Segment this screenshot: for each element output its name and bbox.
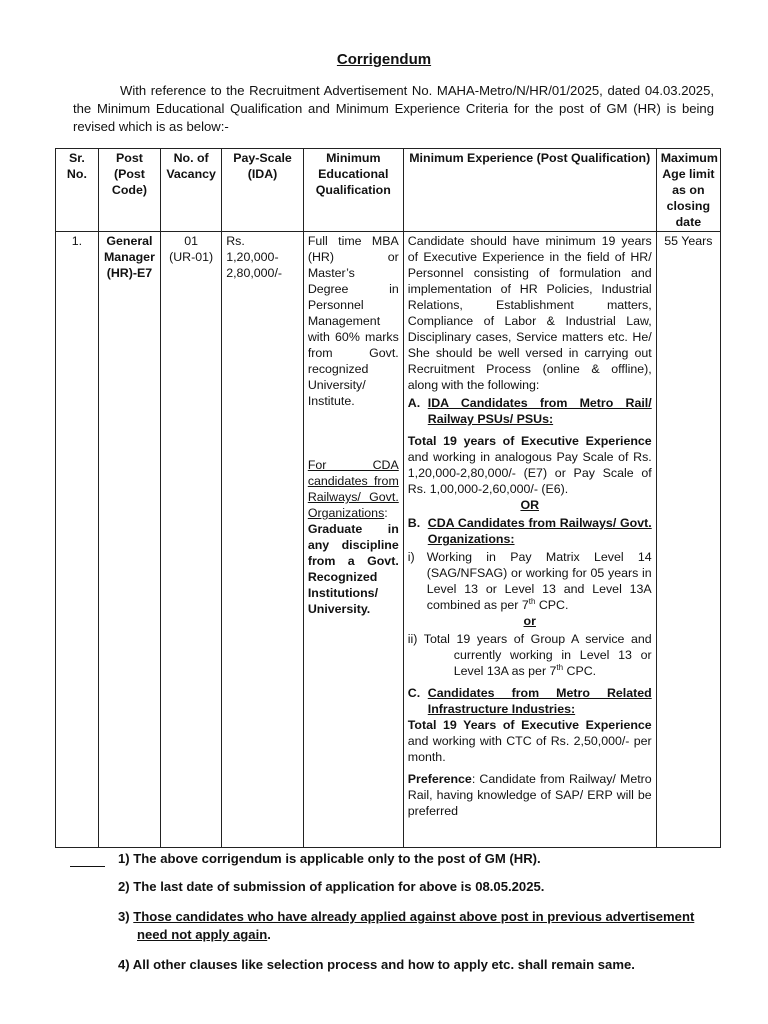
table-row (56, 232, 721, 848)
category-a (408, 395, 652, 427)
category-a-detail: and working in analogous Pay Scale of Rs. 1,20,000-2,80,000/- (E7) or Pay Scale of Rs. 1,00,000-2,60,000/- (E6). (407, 450, 652, 496)
cell-experience (403, 232, 656, 848)
qualification-cda-text: Graduate in any discipline from a Govt. Recognized Institutions/ University. (307, 522, 399, 616)
category-b-item-i (408, 549, 652, 613)
category-b-item-ii-sup: th (556, 662, 564, 672)
category-b-item-i-end: CPC. (535, 598, 569, 612)
category-a-text (408, 433, 652, 497)
qualification-ida: Full time MBA (HR) or Master’s Degree in Personnel Management with 60% marks from Govt. recognized University/ Institute. (307, 234, 399, 408)
header-pay-scale: Pay-Scale (IDA) (222, 149, 304, 232)
note-1: 1) The above corrigendum is applicable only to the post of GM (HR). (118, 851, 541, 866)
category-c-marker: C. (407, 686, 421, 700)
category-b (408, 515, 652, 547)
note-4: 4) All other clauses like selection process and how to apply etc. shall remain same. (118, 957, 635, 972)
note-3-line1: Those candidates who have already applied against above post in previous advertisement (133, 909, 695, 924)
category-c-text (408, 717, 652, 765)
or-separator-2: or (523, 614, 536, 628)
category-c-title: Candidates from Metro Related Infrastructure Industries: (427, 686, 652, 716)
or-separator-1: OR (520, 498, 540, 512)
category-a-marker: A. (407, 396, 421, 410)
vacancy-category: (UR-01) (169, 250, 214, 264)
note-3-number: 3) (118, 909, 134, 924)
category-b-item-ii (408, 631, 652, 679)
category-c (408, 685, 652, 717)
category-b-title: CDA Candidates from Railways/ Govt. Organizations: (427, 516, 652, 546)
category-b-item-ii-text: ii) Total 19 years of Group A service and currently working in Level 13 or Level 13A as per 7 (407, 632, 652, 678)
preference-label: Preference (407, 772, 472, 786)
qualification-cda-label: For CDA candidates from Railways/ Govt. Organizations (307, 458, 399, 520)
category-a-title: IDA Candidates from Metro Rail/ Railway PSUs/ PSUs: (427, 396, 652, 426)
table-header-row (56, 149, 721, 232)
category-b-item-i-sup: th (528, 596, 536, 606)
note-3 (118, 908, 718, 944)
qualification-cda-colon: : (384, 506, 388, 520)
experience-intro: Candidate should have minimum 19 years of Executive Experience in the field of HR/ Personnel consisting of formulation and implementation of HR Policies, Industrial Relations, Establishment matters, Compliance of Labor & Industrial Law, Disciplinary cases, Service matters etc. He/ She should be well versed in carrying out Recruitment Process (online & offline), along with the following: (407, 234, 652, 392)
header-sr-no: Sr. No. (56, 149, 99, 232)
cell-age-limit: 55 Years (656, 232, 720, 848)
qualification-cda (308, 457, 399, 617)
intro-paragraph (73, 82, 714, 136)
category-b-item-i-marker: i) (407, 550, 415, 564)
category-b-item-i-text: Working in Pay Matrix Level 14 (SAG/NFSAG) or working for 05 years in Level 13 or Level 13 and Level 13A combined as per 7 (426, 550, 652, 612)
category-c-bold: Total 19 Years of Executive Experience (407, 718, 652, 732)
cell-qualification (303, 232, 403, 848)
preference-text (408, 771, 652, 819)
cell-vacancy (161, 232, 222, 848)
header-qualification: Minimum Educational Qualification (303, 149, 403, 232)
category-c-detail: and working with CTC of Rs. 2,50,000/- per month. (407, 734, 652, 764)
header-age-limit: Maximum Age limit as on closing date (656, 149, 720, 232)
note-3-end: . (267, 927, 271, 942)
note-3-line2: need not apply again (137, 927, 268, 942)
category-b-marker: B. (407, 516, 421, 530)
header-post: Post (Post Code) (98, 149, 160, 232)
header-vacancy: No. of Vacancy (161, 149, 222, 232)
note-2: 2) The last date of submission of application for above is 08.05.2025. (118, 879, 545, 894)
page-title: Corrigendum (336, 51, 432, 68)
cell-sr-no: 1. (56, 232, 99, 848)
cell-post: General Manager (HR)-E7 (98, 232, 160, 848)
cell-pay-scale: Rs. 1,20,000-2,80,000/- (222, 232, 304, 848)
header-experience: Minimum Experience (Post Qualification) (403, 149, 656, 232)
criteria-table (55, 148, 721, 848)
underline-mark (70, 866, 105, 867)
vacancy-count: 01 (184, 234, 199, 248)
preference-detail: : Candidate from Railway/ Metro Rail, having knowledge of SAP/ ERP will be preferred (407, 772, 652, 818)
category-a-bold: Total 19 years of Executive Experience (407, 434, 652, 448)
intro-text: With reference to the Recruitment Advertisement No. MAHA-Metro/N/HR/01/2025, dated 04.03.2025, the Minimum Educational Qualification and Minimum Experience Criteria for the post of GM (HR) is being revised which is as below:- (73, 83, 714, 134)
category-b-item-ii-end: CPC. (563, 664, 597, 678)
